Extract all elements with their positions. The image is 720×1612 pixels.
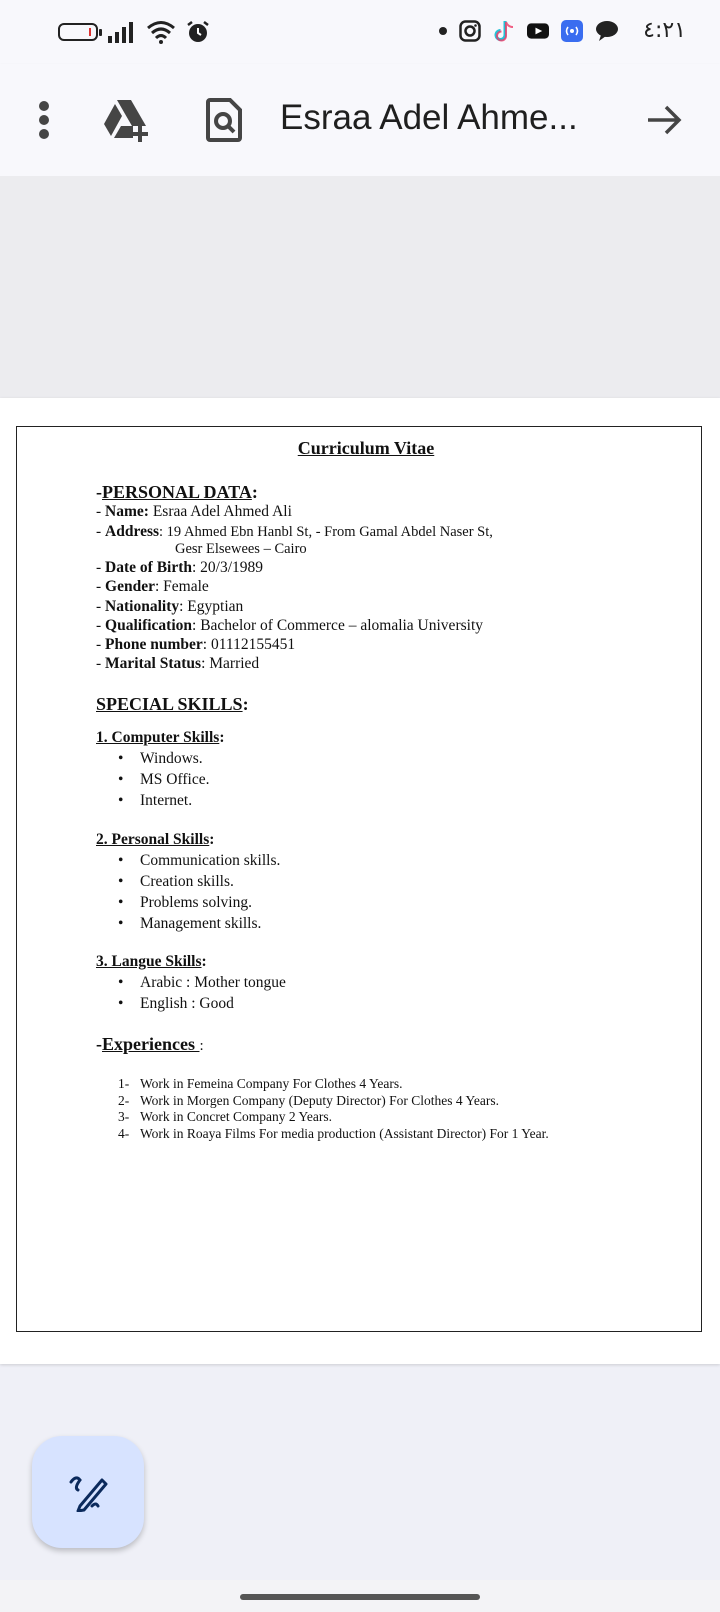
list-item: • Communication skills.: [118, 852, 280, 870]
system-nav-bar: [0, 1580, 720, 1612]
viewer-toolbar: [0, 64, 720, 176]
chat-bubble-icon: [595, 20, 619, 42]
marital-row: - Marital Status: Married: [96, 655, 260, 672]
document-page[interactable]: [0, 398, 720, 1364]
more-options-button[interactable]: [16, 92, 72, 148]
cv-title: Curriculum Vitae: [297, 438, 435, 458]
drive-add-icon: [102, 98, 150, 142]
nationality-row: - Nationality: Egyptian: [96, 598, 244, 615]
list-item: • MS Office.: [118, 771, 209, 789]
broadcast-icon: [561, 20, 583, 42]
status-time: ٤:٢١: [643, 18, 686, 43]
name-row: - Name: Esraa Adel Ahmed Ali: [96, 503, 292, 520]
list-item: • Problems solving.: [118, 894, 252, 912]
list-item: • English : Good: [118, 995, 234, 1013]
instagram-icon: [459, 20, 481, 42]
qualification-row: - Qualification: Bachelor of Commerce – alomalia University: [96, 617, 483, 634]
notification-dot-icon: [439, 27, 447, 35]
personal-data-heading: -PERSONAL DATA:: [96, 482, 258, 502]
alarm-icon: [186, 20, 210, 44]
open-forward-button[interactable]: [636, 92, 692, 148]
address-row-2: Gesr Elsewees – Cairo: [175, 541, 307, 557]
list-item: • Management skills.: [118, 915, 261, 933]
phone-row: - Phone number: 01112155451: [96, 636, 296, 653]
list-item: 1- Work in Femeina Company For Clothes 4 Years.: [118, 1076, 403, 1091]
list-item: 3- Work in Concret Company 2 Years.: [118, 1109, 333, 1124]
document-title: Esraa Adel Ahme...: [280, 98, 578, 137]
dob-row: - Date of Birth: 20/3/1989: [96, 559, 264, 576]
list-item: • Windows.: [118, 750, 203, 768]
signal-icon: [108, 21, 136, 43]
youtube-icon: [527, 20, 549, 42]
address-row: - Address: 19 Ahmed Ebn Hanbl St, - From Gamal Abdel Naser St,: [96, 523, 493, 540]
status-right-icons: [439, 18, 686, 43]
personal-skills-heading: 2. Personal Skills:: [96, 831, 215, 848]
status-left-icons: [58, 20, 210, 44]
find-in-page-button[interactable]: [196, 92, 252, 148]
list-item: • Creation skills.: [118, 873, 234, 891]
arrow-forward-icon: [646, 104, 682, 136]
experiences-heading: -Experiences :: [96, 1034, 204, 1054]
special-skills-heading: SPECIAL SKILLS:: [96, 694, 249, 714]
status-bar: [0, 0, 720, 64]
document-margin-area: [0, 176, 720, 398]
battery-icon: [58, 23, 98, 41]
home-gesture-handle[interactable]: [240, 1594, 480, 1600]
wifi-icon: [146, 20, 176, 44]
list-item: 4- Work in Roaya Films For media production (Assistant Director) For 1 Year.: [118, 1126, 549, 1141]
list-item: 2- Work in Morgen Company (Deputy Director) For Clothes 4 Years.: [118, 1093, 499, 1108]
more-vert-icon: [38, 100, 50, 140]
add-to-drive-button[interactable]: [98, 92, 154, 148]
list-item: • Arabic : Mother tongue: [118, 974, 286, 992]
langue-skills-heading: 3. Langue Skills:: [96, 953, 207, 970]
edit-fab-button[interactable]: [32, 1436, 144, 1548]
computer-skills-heading: 1. Computer Skills:: [96, 729, 225, 746]
list-item: • Internet.: [118, 792, 192, 810]
gender-row: - Gender: Female: [96, 578, 209, 595]
find-in-page-icon: [206, 98, 242, 142]
edit-pen-icon: [68, 1472, 108, 1512]
tiktok-icon: [493, 19, 515, 43]
